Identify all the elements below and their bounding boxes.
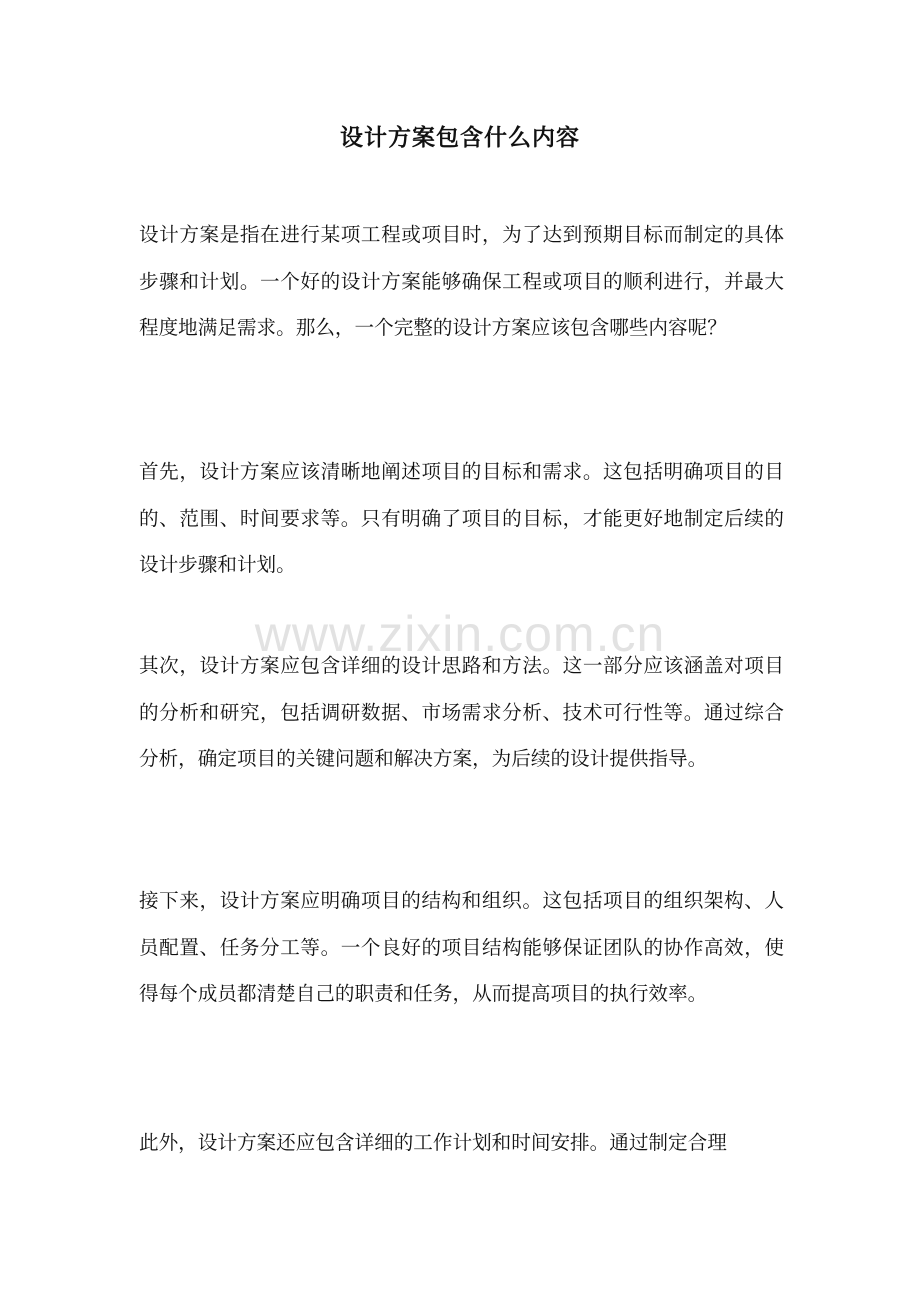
- paragraph-intro: 设计方案是指在进行某项工程或项目时，为了达到预期目标而制定的具体步骤和计划。一个好的设计方案能够确保工程或项目的顺利进行，并最大程度地满足需求。那么，一个完整的设计方案应该包含哪些内容呢？: [139, 223, 784, 339]
- document-title: 设计方案包含什么内容: [340, 124, 580, 151]
- watermark: www.zixin.com.cn: [254, 606, 666, 662]
- paragraph-goals: 首先，设计方案应该清晰地阐述项目的目标和需求。这包括明确项目的目的、范围、时间要求等。只有明确了项目的目标，才能更好地制定后续的设计步骤和计划。: [139, 460, 784, 576]
- paragraph-structure: 接下来，设计方案应明确项目的结构和组织。这包括项目的组织架构、人员配置、任务分工等。一个良好的项目结构能够保证团队的协作高效，使得每个成员都清楚自己的职责和任务，从而提高项目的执行效率。: [139, 889, 784, 1005]
- paragraph-schedule: 此外，设计方案还应包含详细的工作计划和时间安排。通过制定合理: [139, 1131, 727, 1154]
- paragraph-design-approach: 其次，设计方案应包含详细的设计思路和方法。这一部分应该涵盖对项目的分析和研究，包括调研数据、市场需求分析、技术可行性等。通过综合分析，确定项目的关键问题和解决方案，为后续的设计提供指导。: [139, 654, 784, 770]
